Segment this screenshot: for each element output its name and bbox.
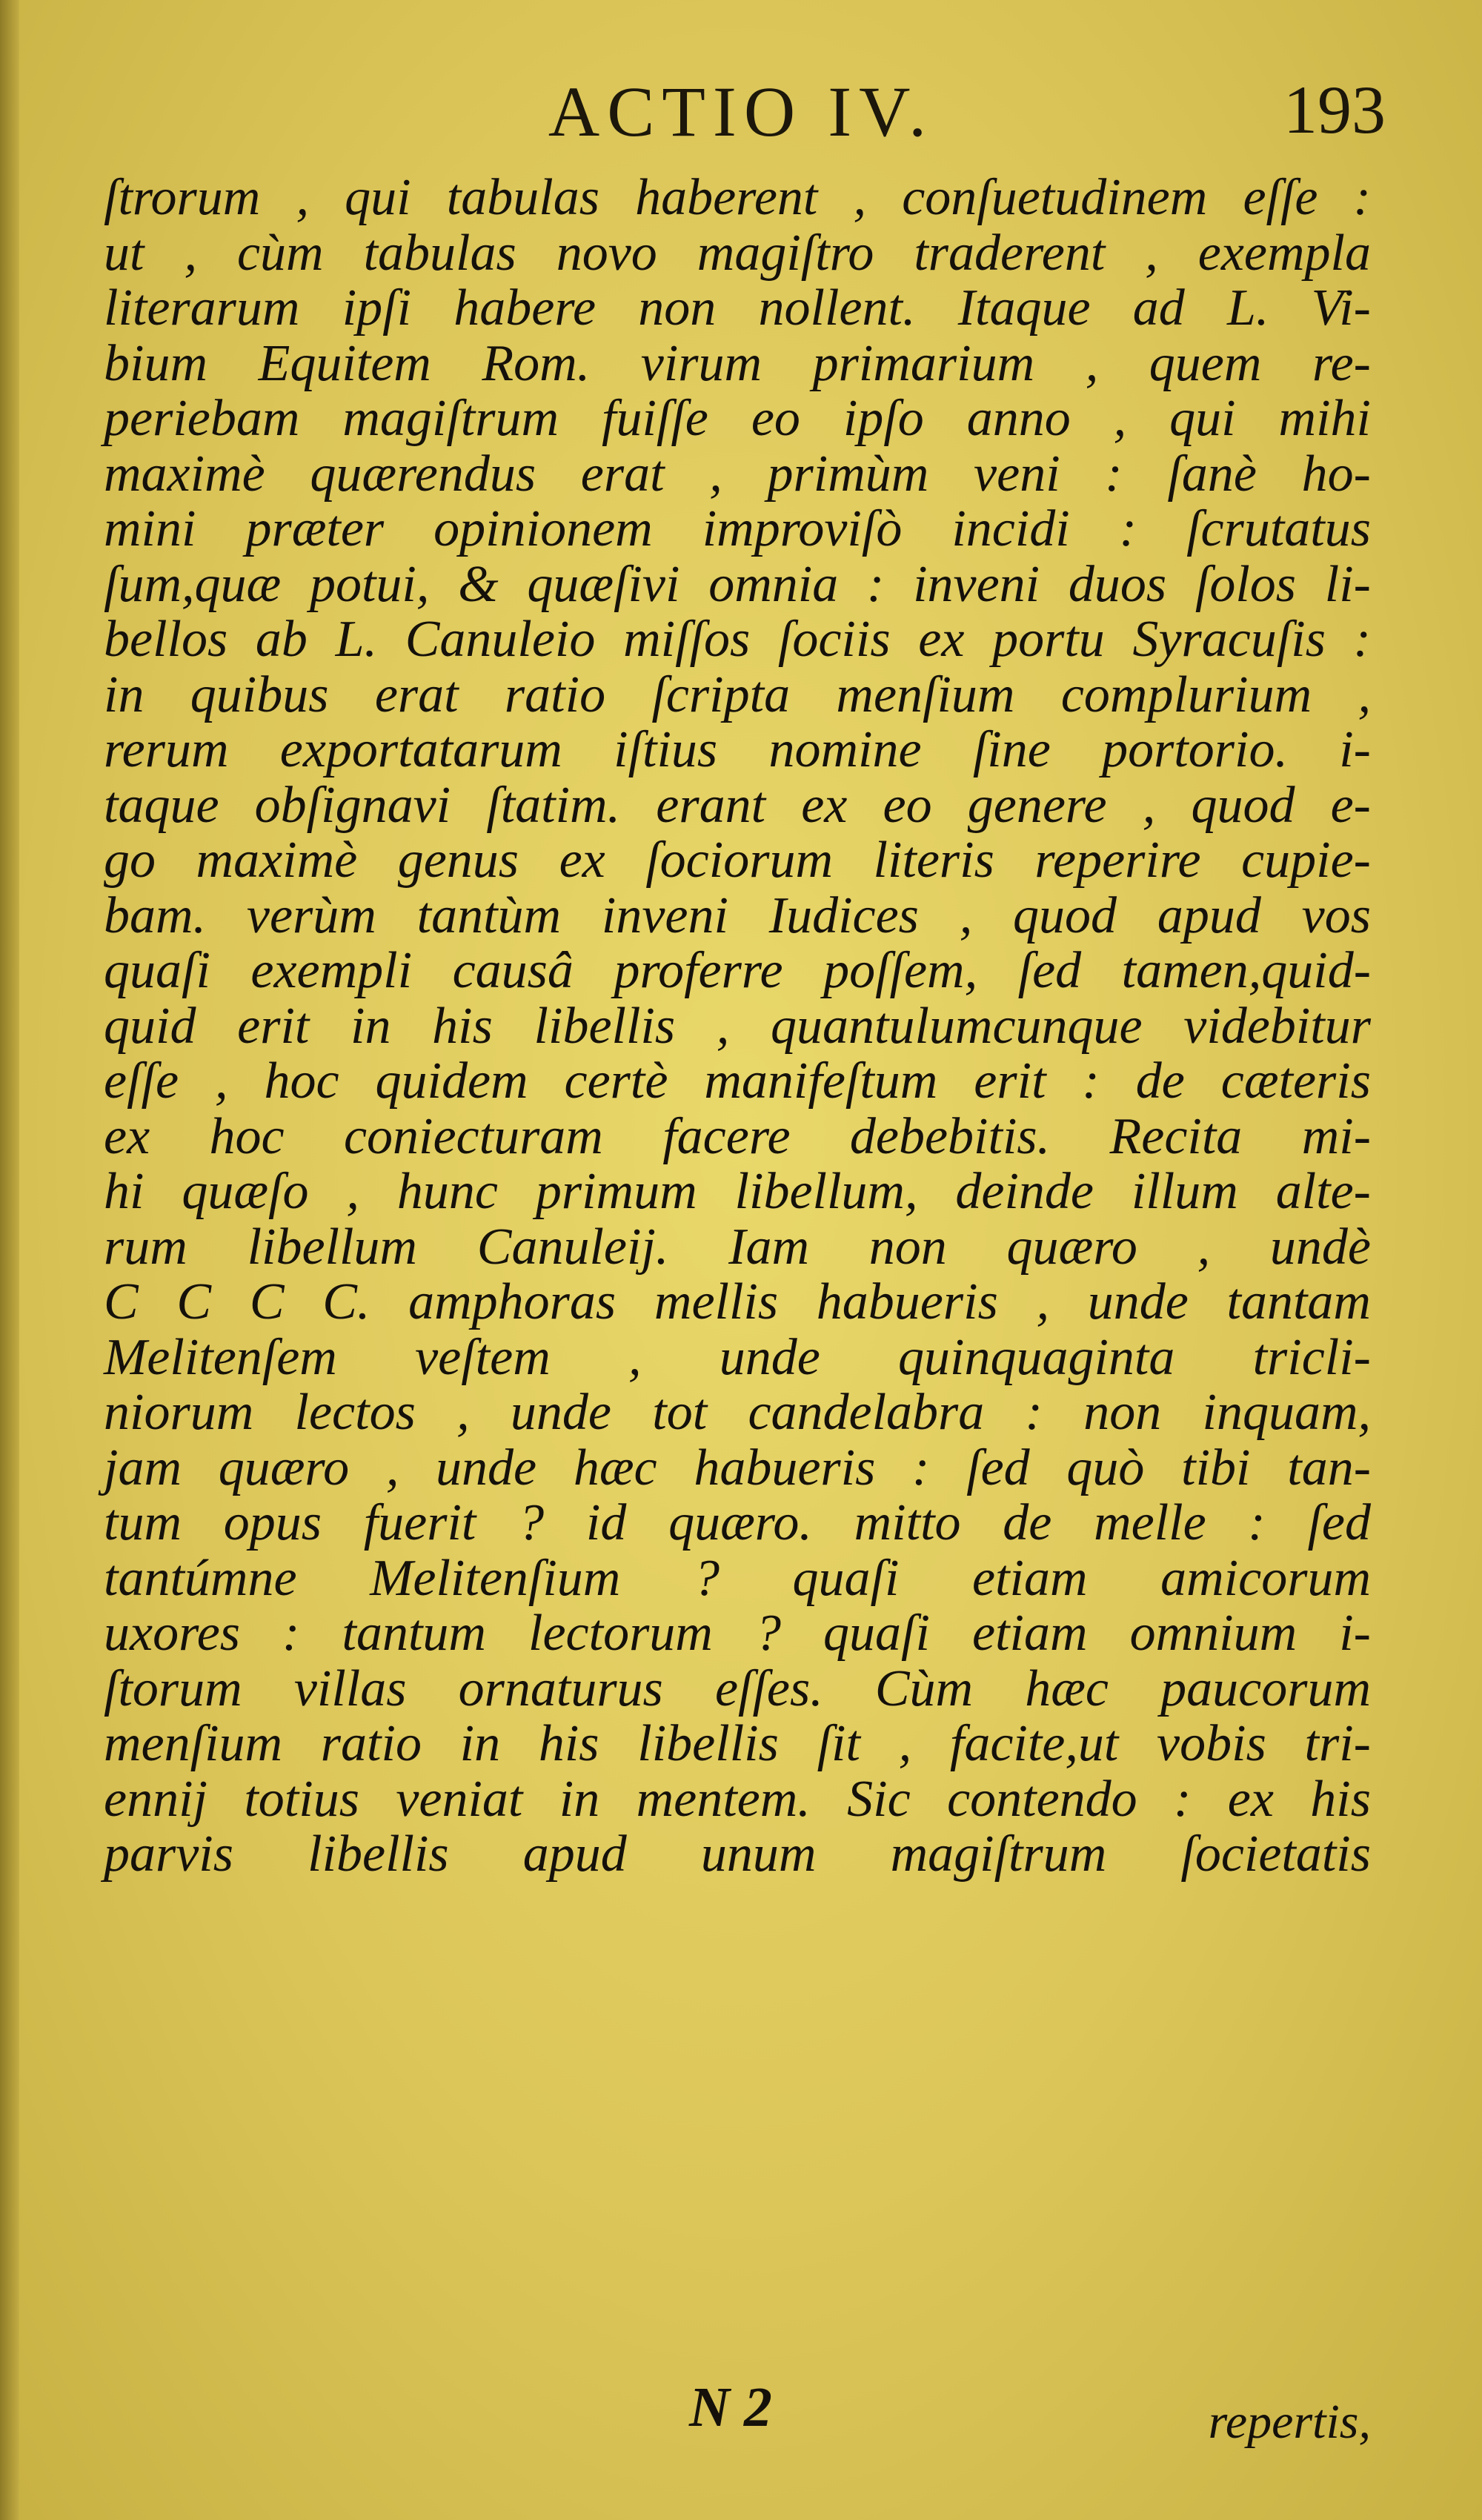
page-number: 193 [1283,72,1386,147]
text-line: quid erit in his libellis , quantulumcunque videbitur [104,997,1371,1055]
page-edge-shadow [0,0,19,2520]
text-line: tum opus fuerit ? id quæro. mitto de melle : ſed [104,1494,1371,1551]
text-line: literarum ipſi habere non nollent. Itaque ad L. Vi- [104,279,1371,336]
page-header [89,70,1393,152]
text-line: in quibus erat ratio ſcripta menſium complurium , [104,666,1371,723]
text-line: eſſe , hoc quidem certè manifeſtum erit : de cæteris [104,1052,1371,1110]
text-line: uxores : tantum lectorum ? quaſi etiam omnium i- [104,1605,1371,1662]
page-footer [104,2375,1371,2450]
text-line: ſtorum villas ornaturus eſſes. Cùm hæc paucorum [104,1659,1371,1717]
text-line: tantúmne Melitenſium ? quaſi etiam amicorum [104,1549,1371,1607]
signature-mark: N 2 [689,2376,772,2438]
text-line: niorum lectos , unde tot candelabra : non inquam, [104,1384,1371,1441]
text-line: ut , cùm tabulas novo magiſtro traderent , exempla [104,224,1371,282]
catchword: repertis, [1208,2395,1371,2449]
text-line: hi quæſo , hunc primum libellum, deinde illum alte- [104,1163,1371,1220]
text-line: jam quæro , unde hæc habueris : ſed quò tibi tan- [104,1439,1371,1496]
text-line: go maximè genus ex ſociorum literis reperire cupie- [104,832,1371,889]
text-line: parvis libellis apud unum magiſtrum ſocietatis [104,1826,1371,1883]
text-line: quaſi exempli causâ proferre poſſem, ſed tamen,quid- [104,942,1371,999]
text-line: mini præter opinionem improviſò incidi : ſcrutatus [104,500,1371,557]
text-line: maximè quærendus erat , primùm veni : ſanè ho- [104,445,1371,503]
text-line: menſium ratio in his libellis ſit , facite,ut vobis tri- [104,1715,1371,1772]
running-title: ACTIO IV. [548,72,934,151]
text-line: periebam magiſtrum fuiſſe eo ipſo anno , qui mihi [104,390,1371,447]
text-line: ſum,quæ potui, & quæſivi omnia : inveni duos ſolos li- [104,555,1371,613]
text-line: bam. verùm tantùm inveni Iudices , quod apud vos [104,886,1371,944]
text-line: C C C C. amphoras mellis habueris , unde tantam [104,1273,1371,1330]
text-line: taque obſignavi ſtatim. erant ex eo genere , quod e- [104,776,1371,834]
text-line: ennij totius veniat in mentem. Sic contendo : ex his [104,1770,1371,1828]
body-text [104,170,1371,1883]
text-line: ſtrorum , qui tabulas haberent , conſuetudinem eſſe : [104,169,1371,226]
text-line: rum libellum Canuleij. Iam non quæro , undè [104,1218,1371,1276]
text-line: ex hoc coniecturam facere debebitis. Recita mi- [104,1107,1371,1165]
text-line: bium Equitem Rom. virum primarium , quem re- [104,334,1371,392]
text-line: bellos ab L. Canuleio miſſos ſociis ex portu Syracuſis : [104,611,1371,668]
text-line: Melitenſem veſtem , unde quinquaginta tricli- [104,1328,1371,1386]
text-line: rerum exportatarum iſtius nomine ſine portorio. i- [104,721,1371,778]
